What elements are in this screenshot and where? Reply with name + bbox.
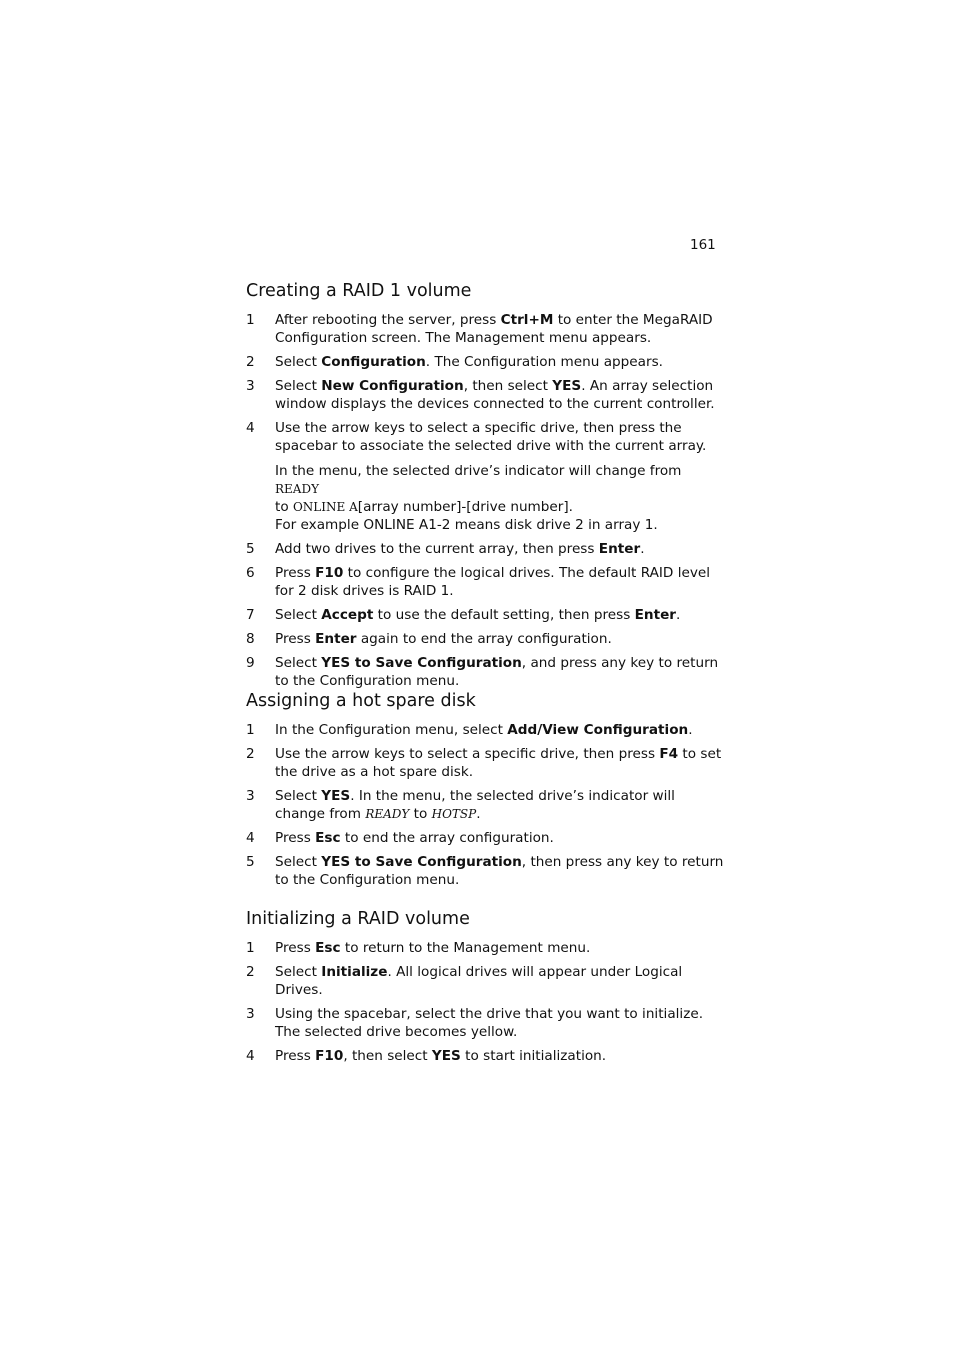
- step-number: 7: [246, 607, 255, 623]
- list-item: 7 Select Accept to use the default setting, then press Enter.: [246, 607, 681, 623]
- list-item: 3 Select YES. In the menu, the selected drive’s indicator will change from READY to HOTSP.: [246, 788, 675, 822]
- list-item: 4 Press Esc to end the array configuration.: [246, 830, 554, 846]
- list-item: 2 Select Configuration. The Configuration menu appears.: [246, 354, 663, 370]
- step-list: [246, 311, 726, 690]
- section-heading: Initializing a RAID volume: [246, 909, 470, 929]
- step-number: 1: [246, 312, 255, 328]
- step-number: 3: [246, 788, 255, 804]
- list-item: 6 Press F10 to configure the logical drives. The default RAID level for 2 disk drives is RAID 1.: [246, 565, 711, 599]
- list-item: 3 Using the spacebar, select the drive that you want to initialize. The selected drive becomes yellow.: [246, 1006, 704, 1040]
- step-number: 2: [246, 746, 255, 762]
- step-number: 1: [246, 940, 255, 956]
- step-number: 6: [246, 565, 255, 581]
- step-number: 8: [246, 631, 255, 647]
- list-item: 5 Select YES to Save Configuration, then press any key to return to the Configuration menu.: [246, 854, 724, 888]
- section-hot-spare: [246, 690, 726, 895]
- list-item: 1 After rebooting the server, press Ctrl+M to enter the MegaRAID Configuration screen. The Management menu appears.: [246, 312, 713, 346]
- step-number: 1: [246, 722, 255, 738]
- page-number: 161: [690, 237, 716, 253]
- list-item: 5 Add two drives to the current array, then press Enter.: [246, 541, 645, 557]
- section-initializing: [246, 908, 726, 1071]
- list-item: 1 In the Configuration menu, select Add/View Configuration.: [246, 722, 693, 738]
- list-item: 8 Press Enter again to end the array configuration.: [246, 631, 612, 647]
- step-number: 2: [246, 964, 255, 980]
- list-item: 1 Press Esc to return to the Management menu.: [246, 940, 591, 956]
- step-number: 3: [246, 1006, 255, 1022]
- list-item: 4 Use the arrow keys to select a specific drive, then press the spacebar to associate the selected drive with the current array. In the menu, the selected drive’s indicator will change from READY to ONLINE A[array number]-[drive number]. For example ONLINE A1-2 means disk drive 2 in array 1.: [246, 419, 726, 534]
- list-item: 4 Press F10, then select YES to start initialization.: [246, 1048, 607, 1064]
- step-number: 4: [246, 830, 255, 846]
- step-note: In the menu, the selected drive’s indicator will change from READY to ONLINE A[array number]-[drive number]. For example ONLINE A1-2 means disk drive 2 in array 1.: [275, 463, 682, 533]
- step-number: 2: [246, 354, 255, 370]
- step-list: [246, 721, 726, 889]
- step-number: 4: [246, 1048, 255, 1064]
- list-item: 2 Select Initialize. All logical drives will appear under Logical Drives.: [246, 964, 683, 998]
- step-number: 5: [246, 541, 255, 557]
- step-number: 4: [246, 420, 255, 436]
- list-item: 3 Select New Configuration, then select YES. An array selection window displays the devices connected to the current controller.: [246, 378, 715, 412]
- list-item: 9 Select YES to Save Configuration, and press any key to return to the Configuration menu.: [246, 655, 719, 689]
- section-heading: Creating a RAID 1 volume: [246, 281, 472, 301]
- section-heading: Assigning a hot spare disk: [246, 691, 476, 711]
- list-item: 2 Use the arrow keys to select a specific drive, then press F4 to set the drive as a hot spare disk.: [246, 746, 722, 780]
- step-number: 9: [246, 655, 255, 671]
- section-creating-raid1: [246, 280, 726, 696]
- step-number: 3: [246, 378, 255, 394]
- step-list: [246, 939, 726, 1065]
- step-number: 5: [246, 854, 255, 870]
